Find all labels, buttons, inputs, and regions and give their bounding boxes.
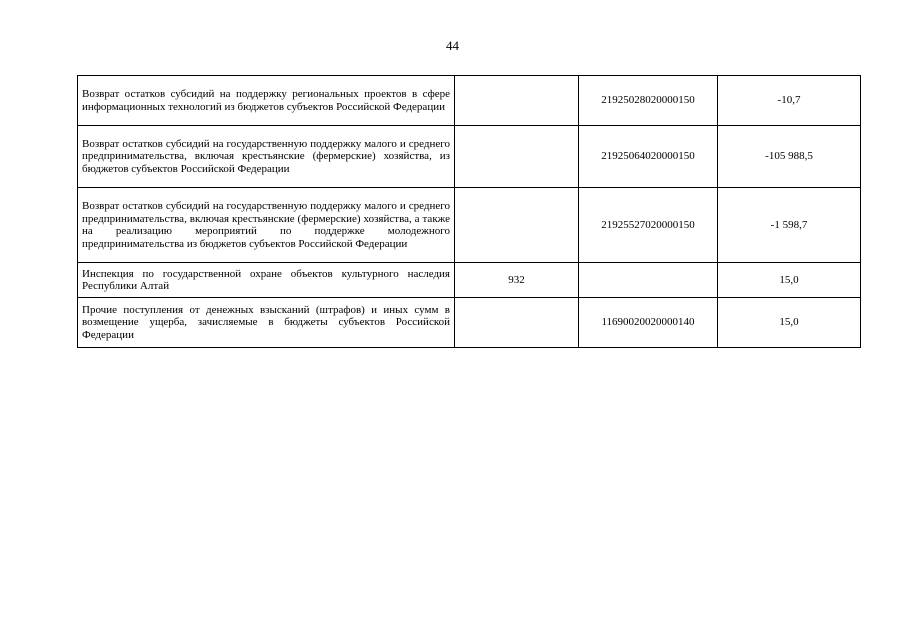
row-code-cell: 21925028020000150 bbox=[579, 76, 718, 126]
row-code-cell: 11690020020000140 bbox=[579, 298, 718, 348]
row-code-cell: 21925064020000150 bbox=[579, 126, 718, 188]
row-admin-cell bbox=[455, 188, 579, 263]
row-sum-cell: -10,7 bbox=[718, 76, 861, 126]
row-admin-cell bbox=[455, 126, 579, 188]
row-name-cell: Возврат остатков субсидий на поддержку региональных проектов в сфере информационных технологий из бюджетов субъектов Российской Федерации bbox=[78, 76, 455, 126]
row-name-cell: Прочие поступления от денежных взысканий (штрафов) и иных сумм в возмещение ущерба, зачисляемые в бюджеты субъектов Российской Федерации bbox=[78, 298, 455, 348]
table-row bbox=[78, 126, 861, 188]
row-sum-cell: 15,0 bbox=[718, 298, 861, 348]
row-admin-cell bbox=[455, 298, 579, 348]
row-code-cell: 21925527020000150 bbox=[579, 188, 718, 263]
row-name-cell: Возврат остатков субсидий на государственную поддержку малого и среднего предпринимательства, включая крестьянские (фермерские) хозяйства, а также на реализацию мероприятий по поддержке молодежного предпринимательства из бюджетов субъектов Российской Федерации bbox=[78, 188, 455, 263]
page-number: 44 bbox=[446, 38, 459, 53]
budget-table bbox=[77, 75, 861, 348]
row-sum-cell: 15,0 bbox=[718, 263, 861, 298]
row-admin-cell bbox=[455, 76, 579, 126]
table-row bbox=[78, 298, 861, 348]
table-row bbox=[78, 188, 861, 263]
row-sum-cell: -105 988,5 bbox=[718, 126, 861, 188]
row-name-cell: Возврат остатков субсидий на государственную поддержку малого и среднего предпринимательства, включая крестьянские (фермерские) хозяйства, из бюджетов субъектов Российской Федерации bbox=[78, 126, 455, 188]
row-code-cell bbox=[579, 263, 718, 298]
row-sum-cell: -1 598,7 bbox=[718, 188, 861, 263]
row-admin-cell: 932 bbox=[455, 263, 579, 298]
row-name-cell: Инспекция по государственной охране объектов культурного наследия Республики Алтай bbox=[78, 263, 455, 298]
table-row bbox=[78, 76, 861, 126]
table-row bbox=[78, 263, 861, 298]
